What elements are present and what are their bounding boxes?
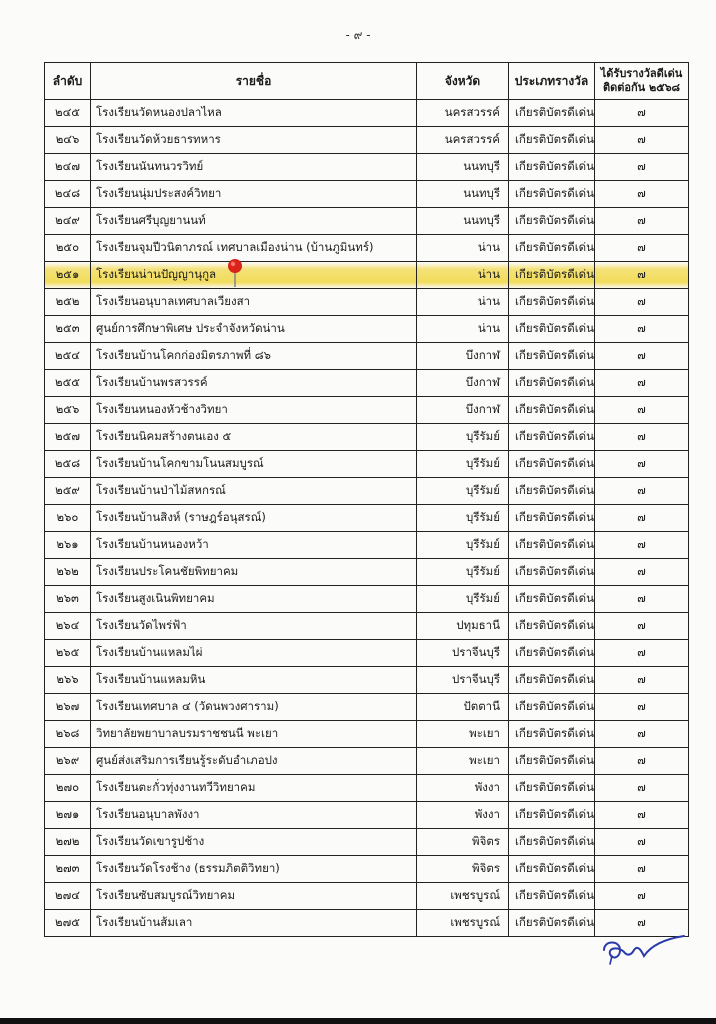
- table-row: [45, 613, 689, 640]
- row-years: ๗: [595, 208, 689, 235]
- row-years: ๗: [595, 694, 689, 721]
- row-number: ๒๔๗: [45, 154, 91, 181]
- row-years: ๗: [595, 235, 689, 262]
- table-row: [45, 505, 689, 532]
- table-row: [45, 343, 689, 370]
- row-award-type: เกียรติบัตรดีเด่น: [509, 559, 595, 586]
- row-province: บุรีรัมย์: [417, 424, 509, 451]
- row-years: ๗: [595, 559, 689, 586]
- row-name: โรงเรียนหนองหัวช้างวิทยา: [91, 397, 417, 424]
- row-number: ๒๗๕: [45, 910, 91, 937]
- row-province: น่าน: [417, 235, 509, 262]
- row-number: ๒๕๔: [45, 343, 91, 370]
- header-awarded-line1: ได้รับรางวัลดีเด่น: [600, 67, 683, 80]
- row-province: เพชรบูรณ์: [417, 883, 509, 910]
- row-years: ๗: [595, 478, 689, 505]
- row-name: โรงเรียนบ้านแหลมหิน: [91, 667, 417, 694]
- header-awarded-line2: ติดต่อกัน ๒๕๖๘: [602, 81, 681, 94]
- row-number: ๒๗๐: [45, 775, 91, 802]
- row-number: ๒๗๓: [45, 856, 91, 883]
- row-years: ๗: [595, 127, 689, 154]
- row-award-type: เกียรติบัตรดีเด่น: [509, 262, 595, 289]
- row-award-type: เกียรติบัตรดีเด่น: [509, 829, 595, 856]
- row-province: พะเยา: [417, 748, 509, 775]
- row-name: โรงเรียนนิคมสร้างตนเอง ๕: [91, 424, 417, 451]
- row-award-type: เกียรติบัตรดีเด่น: [509, 181, 595, 208]
- row-province: พังงา: [417, 802, 509, 829]
- row-province: เพชรบูรณ์: [417, 910, 509, 937]
- table-row: [45, 559, 689, 586]
- row-province: พิจิตร: [417, 829, 509, 856]
- row-years: ๗: [595, 451, 689, 478]
- row-province: ปัตตานี: [417, 694, 509, 721]
- row-number: ๒๖๕: [45, 640, 91, 667]
- row-name: ศูนย์ส่งเสริมการเรียนรู้ระดับอำเภอปง: [91, 748, 417, 775]
- row-name: โรงเรียนบ้านสิงห์ (ราษฎร์อนุสรณ์): [91, 505, 417, 532]
- row-province: น่าน: [417, 289, 509, 316]
- row-name: โรงเรียนบ้านพรสวรรค์: [91, 370, 417, 397]
- row-years: ๗: [595, 829, 689, 856]
- row-award-type: เกียรติบัตรดีเด่น: [509, 667, 595, 694]
- row-province: พะเยา: [417, 721, 509, 748]
- row-name: โรงเรียนวัดห้วยธารทหาร: [91, 127, 417, 154]
- row-province: บุรีรัมย์: [417, 505, 509, 532]
- table-row: [45, 856, 689, 883]
- row-number: ๒๕๓: [45, 316, 91, 343]
- row-years: ๗: [595, 181, 689, 208]
- row-award-type: เกียรติบัตรดีเด่น: [509, 748, 595, 775]
- row-number: ๒๖๗: [45, 694, 91, 721]
- bottom-edge: [0, 1018, 716, 1024]
- header-award-type: ประเภทรางวัล: [509, 63, 595, 100]
- table-row: [45, 478, 689, 505]
- row-number: ๒๖๖: [45, 667, 91, 694]
- header-province: จังหวัด: [417, 63, 509, 100]
- row-number: ๒๔๖: [45, 127, 91, 154]
- header-awarded: [595, 63, 689, 100]
- row-award-type: เกียรติบัตรดีเด่น: [509, 721, 595, 748]
- table-row: [45, 262, 689, 289]
- table-row: [45, 775, 689, 802]
- row-province: นนทบุรี: [417, 208, 509, 235]
- row-number: ๒๕๖: [45, 397, 91, 424]
- row-award-type: เกียรติบัตรดีเด่น: [509, 154, 595, 181]
- row-name: โรงเรียนบ้านโคกขามโนนสมบูรณ์: [91, 451, 417, 478]
- row-years: ๗: [595, 532, 689, 559]
- header-name: รายชื่อ: [91, 63, 417, 100]
- row-number: ๒๕๗: [45, 424, 91, 451]
- row-name: โรงเรียนบ้านโคกก่องมิตรภาพที่ ๘๖: [91, 343, 417, 370]
- row-award-type: เกียรติบัตรดีเด่น: [509, 235, 595, 262]
- row-name: โรงเรียนซับสมบูรณ์วิทยาคม: [91, 883, 417, 910]
- row-province: พิจิตร: [417, 856, 509, 883]
- table-row: [45, 370, 689, 397]
- row-name: โรงเรียนวัดเขารูปช้าง: [91, 829, 417, 856]
- row-number: ๒๖๙: [45, 748, 91, 775]
- table-row: [45, 667, 689, 694]
- row-name: โรงเรียนวัดหนองปลาไหล: [91, 100, 417, 127]
- row-province: บุรีรัมย์: [417, 478, 509, 505]
- row-province: นครสวรรค์: [417, 127, 509, 154]
- row-years: ๗: [595, 343, 689, 370]
- row-years: ๗: [595, 613, 689, 640]
- push-pin-icon: [226, 258, 244, 288]
- row-award-type: เกียรติบัตรดีเด่น: [509, 424, 595, 451]
- row-years: ๗: [595, 883, 689, 910]
- row-years: ๗: [595, 370, 689, 397]
- row-province: ปราจีนบุรี: [417, 640, 509, 667]
- row-award-type: เกียรติบัตรดีเด่น: [509, 478, 595, 505]
- table-row: [45, 721, 689, 748]
- row-years: ๗: [595, 748, 689, 775]
- row-name: โรงเรียนจุมปีวนิตาภรณ์ เทศบาลเมืองน่าน (บ้านภูมินทร์): [91, 235, 417, 262]
- row-award-type: เกียรติบัตรดีเด่น: [509, 397, 595, 424]
- table-row: [45, 235, 689, 262]
- row-number: ๒๖๐: [45, 505, 91, 532]
- row-province: น่าน: [417, 316, 509, 343]
- row-award-type: เกียรติบัตรดีเด่น: [509, 775, 595, 802]
- table-row: [45, 397, 689, 424]
- row-years: ๗: [595, 289, 689, 316]
- row-name: โรงเรียนอนุบาลเทศบาลเวียงสา: [91, 289, 417, 316]
- row-number: ๒๔๕: [45, 100, 91, 127]
- row-name: โรงเรียนวัดโรงช้าง (ธรรมภิตติวิทยา): [91, 856, 417, 883]
- row-province: บุรีรัมย์: [417, 451, 509, 478]
- table-row: [45, 316, 689, 343]
- row-province: นครสวรรค์: [417, 100, 509, 127]
- table-row: [45, 883, 689, 910]
- table-row: [45, 424, 689, 451]
- row-award-type: เกียรติบัตรดีเด่น: [509, 127, 595, 154]
- row-years: ๗: [595, 667, 689, 694]
- row-province: บุรีรัมย์: [417, 586, 509, 613]
- row-name: โรงเรียนนุ่มประสงค์วิทยา: [91, 181, 417, 208]
- row-name: ศูนย์การศึกษาพิเศษ ประจำจังหวัดน่าน: [91, 316, 417, 343]
- row-award-type: เกียรติบัตรดีเด่น: [509, 289, 595, 316]
- row-province: น่าน: [417, 262, 509, 289]
- row-name: โรงเรียนบ้านส้มเลา: [91, 910, 417, 937]
- table-row: [45, 181, 689, 208]
- row-number: ๒๕๒: [45, 289, 91, 316]
- row-years: ๗: [595, 316, 689, 343]
- row-number: ๒๕๘: [45, 451, 91, 478]
- row-name: โรงเรียนสูงเนินพิทยาคม: [91, 586, 417, 613]
- row-name: โรงเรียนตะกั่วทุ่งงานทวีวิทยาคม: [91, 775, 417, 802]
- row-province: บึงกาฬ: [417, 343, 509, 370]
- row-number: ๒๕๐: [45, 235, 91, 262]
- row-award-type: เกียรติบัตรดีเด่น: [509, 910, 595, 937]
- table-row: [45, 694, 689, 721]
- row-number: ๒๗๔: [45, 883, 91, 910]
- row-number: ๒๕๙: [45, 478, 91, 505]
- table-row: [45, 208, 689, 235]
- row-years: ๗: [595, 424, 689, 451]
- row-name: โรงเรียนบ้านหนองหว้า: [91, 532, 417, 559]
- row-award-type: เกียรติบัตรดีเด่น: [509, 370, 595, 397]
- row-province: พังงา: [417, 775, 509, 802]
- row-years: ๗: [595, 802, 689, 829]
- table-row: [45, 910, 689, 937]
- row-years: ๗: [595, 262, 689, 289]
- row-award-type: เกียรติบัตรดีเด่น: [509, 100, 595, 127]
- row-province: นนทบุรี: [417, 181, 509, 208]
- row-award-type: เกียรติบัตรดีเด่น: [509, 694, 595, 721]
- row-number: ๒๖๒: [45, 559, 91, 586]
- row-province: ปราจีนบุรี: [417, 667, 509, 694]
- table-row: [45, 127, 689, 154]
- row-name: โรงเรียนศรีบุญยานนท์: [91, 208, 417, 235]
- table-row: [45, 748, 689, 775]
- row-years: ๗: [595, 505, 689, 532]
- row-years: ๗: [595, 397, 689, 424]
- row-province: บึงกาฬ: [417, 397, 509, 424]
- table-row: [45, 532, 689, 559]
- row-award-type: เกียรติบัตรดีเด่น: [509, 208, 595, 235]
- row-years: ๗: [595, 775, 689, 802]
- page-number: - ๙ -: [345, 28, 371, 42]
- row-province: บุรีรัมย์: [417, 532, 509, 559]
- row-award-type: เกียรติบัตรดีเด่น: [509, 532, 595, 559]
- row-name: โรงเรียนนันทนวรวิทย์: [91, 154, 417, 181]
- row-name: โรงเรียนวัดไพร่ฟ้า: [91, 613, 417, 640]
- row-years: ๗: [595, 721, 689, 748]
- signature-mark: [598, 930, 688, 970]
- table-row: [45, 154, 689, 181]
- row-award-type: เกียรติบัตรดีเด่น: [509, 613, 595, 640]
- row-number: ๒๕๑: [45, 262, 91, 289]
- row-number: ๒๗๒: [45, 829, 91, 856]
- row-number: ๒๖๑: [45, 532, 91, 559]
- row-award-type: เกียรติบัตรดีเด่น: [509, 316, 595, 343]
- row-name: โรงเรียนบ้านแหลมไผ่: [91, 640, 417, 667]
- row-years: ๗: [595, 586, 689, 613]
- header-no: ลำดับ: [45, 63, 91, 100]
- row-province: บึงกาฬ: [417, 370, 509, 397]
- row-name: โรงเรียนประโคนชัยพิทยาคม: [91, 559, 417, 586]
- row-number: ๒๗๑: [45, 802, 91, 829]
- row-award-type: เกียรติบัตรดีเด่น: [509, 856, 595, 883]
- table-row: [45, 100, 689, 127]
- row-province: นนทบุรี: [417, 154, 509, 181]
- row-number: ๒๕๕: [45, 370, 91, 397]
- table-header-row: [45, 63, 689, 100]
- row-name: วิทยาลัยพยาบาลบรมราชชนนี พะเยา: [91, 721, 417, 748]
- row-number: ๒๖๘: [45, 721, 91, 748]
- table-row: [45, 289, 689, 316]
- row-number: ๒๖๔: [45, 613, 91, 640]
- row-award-type: เกียรติบัตรดีเด่น: [509, 640, 595, 667]
- row-number: ๒๖๓: [45, 586, 91, 613]
- table-row: [45, 829, 689, 856]
- row-years: ๗: [595, 640, 689, 667]
- table-row: [45, 586, 689, 613]
- row-name: โรงเรียนเทศบาล ๔ (วัดนพวงศาราม): [91, 694, 417, 721]
- row-award-type: เกียรติบัตรดีเด่น: [509, 451, 595, 478]
- row-name: โรงเรียนบ้านป่าไม้สหกรณ์: [91, 478, 417, 505]
- row-award-type: เกียรติบัตรดีเด่น: [509, 883, 595, 910]
- row-award-type: เกียรติบัตรดีเด่น: [509, 505, 595, 532]
- row-award-type: เกียรติบัตรดีเด่น: [509, 343, 595, 370]
- row-name: โรงเรียนอนุบาลพังงา: [91, 802, 417, 829]
- table-row: [45, 802, 689, 829]
- row-award-type: เกียรติบัตรดีเด่น: [509, 586, 595, 613]
- row-award-type: เกียรติบัตรดีเด่น: [509, 802, 595, 829]
- row-number: ๒๔๙: [45, 208, 91, 235]
- row-province: บุรีรัมย์: [417, 559, 509, 586]
- row-years: ๗: [595, 910, 689, 937]
- award-table: [44, 62, 689, 937]
- table-row: [45, 640, 689, 667]
- row-years: ๗: [595, 154, 689, 181]
- row-name: โรงเรียนน่านปัญญานุกูล: [91, 262, 417, 289]
- row-province: ปทุมธานี: [417, 613, 509, 640]
- row-number: ๒๔๘: [45, 181, 91, 208]
- table-row: [45, 451, 689, 478]
- row-years: ๗: [595, 856, 689, 883]
- row-years: ๗: [595, 100, 689, 127]
